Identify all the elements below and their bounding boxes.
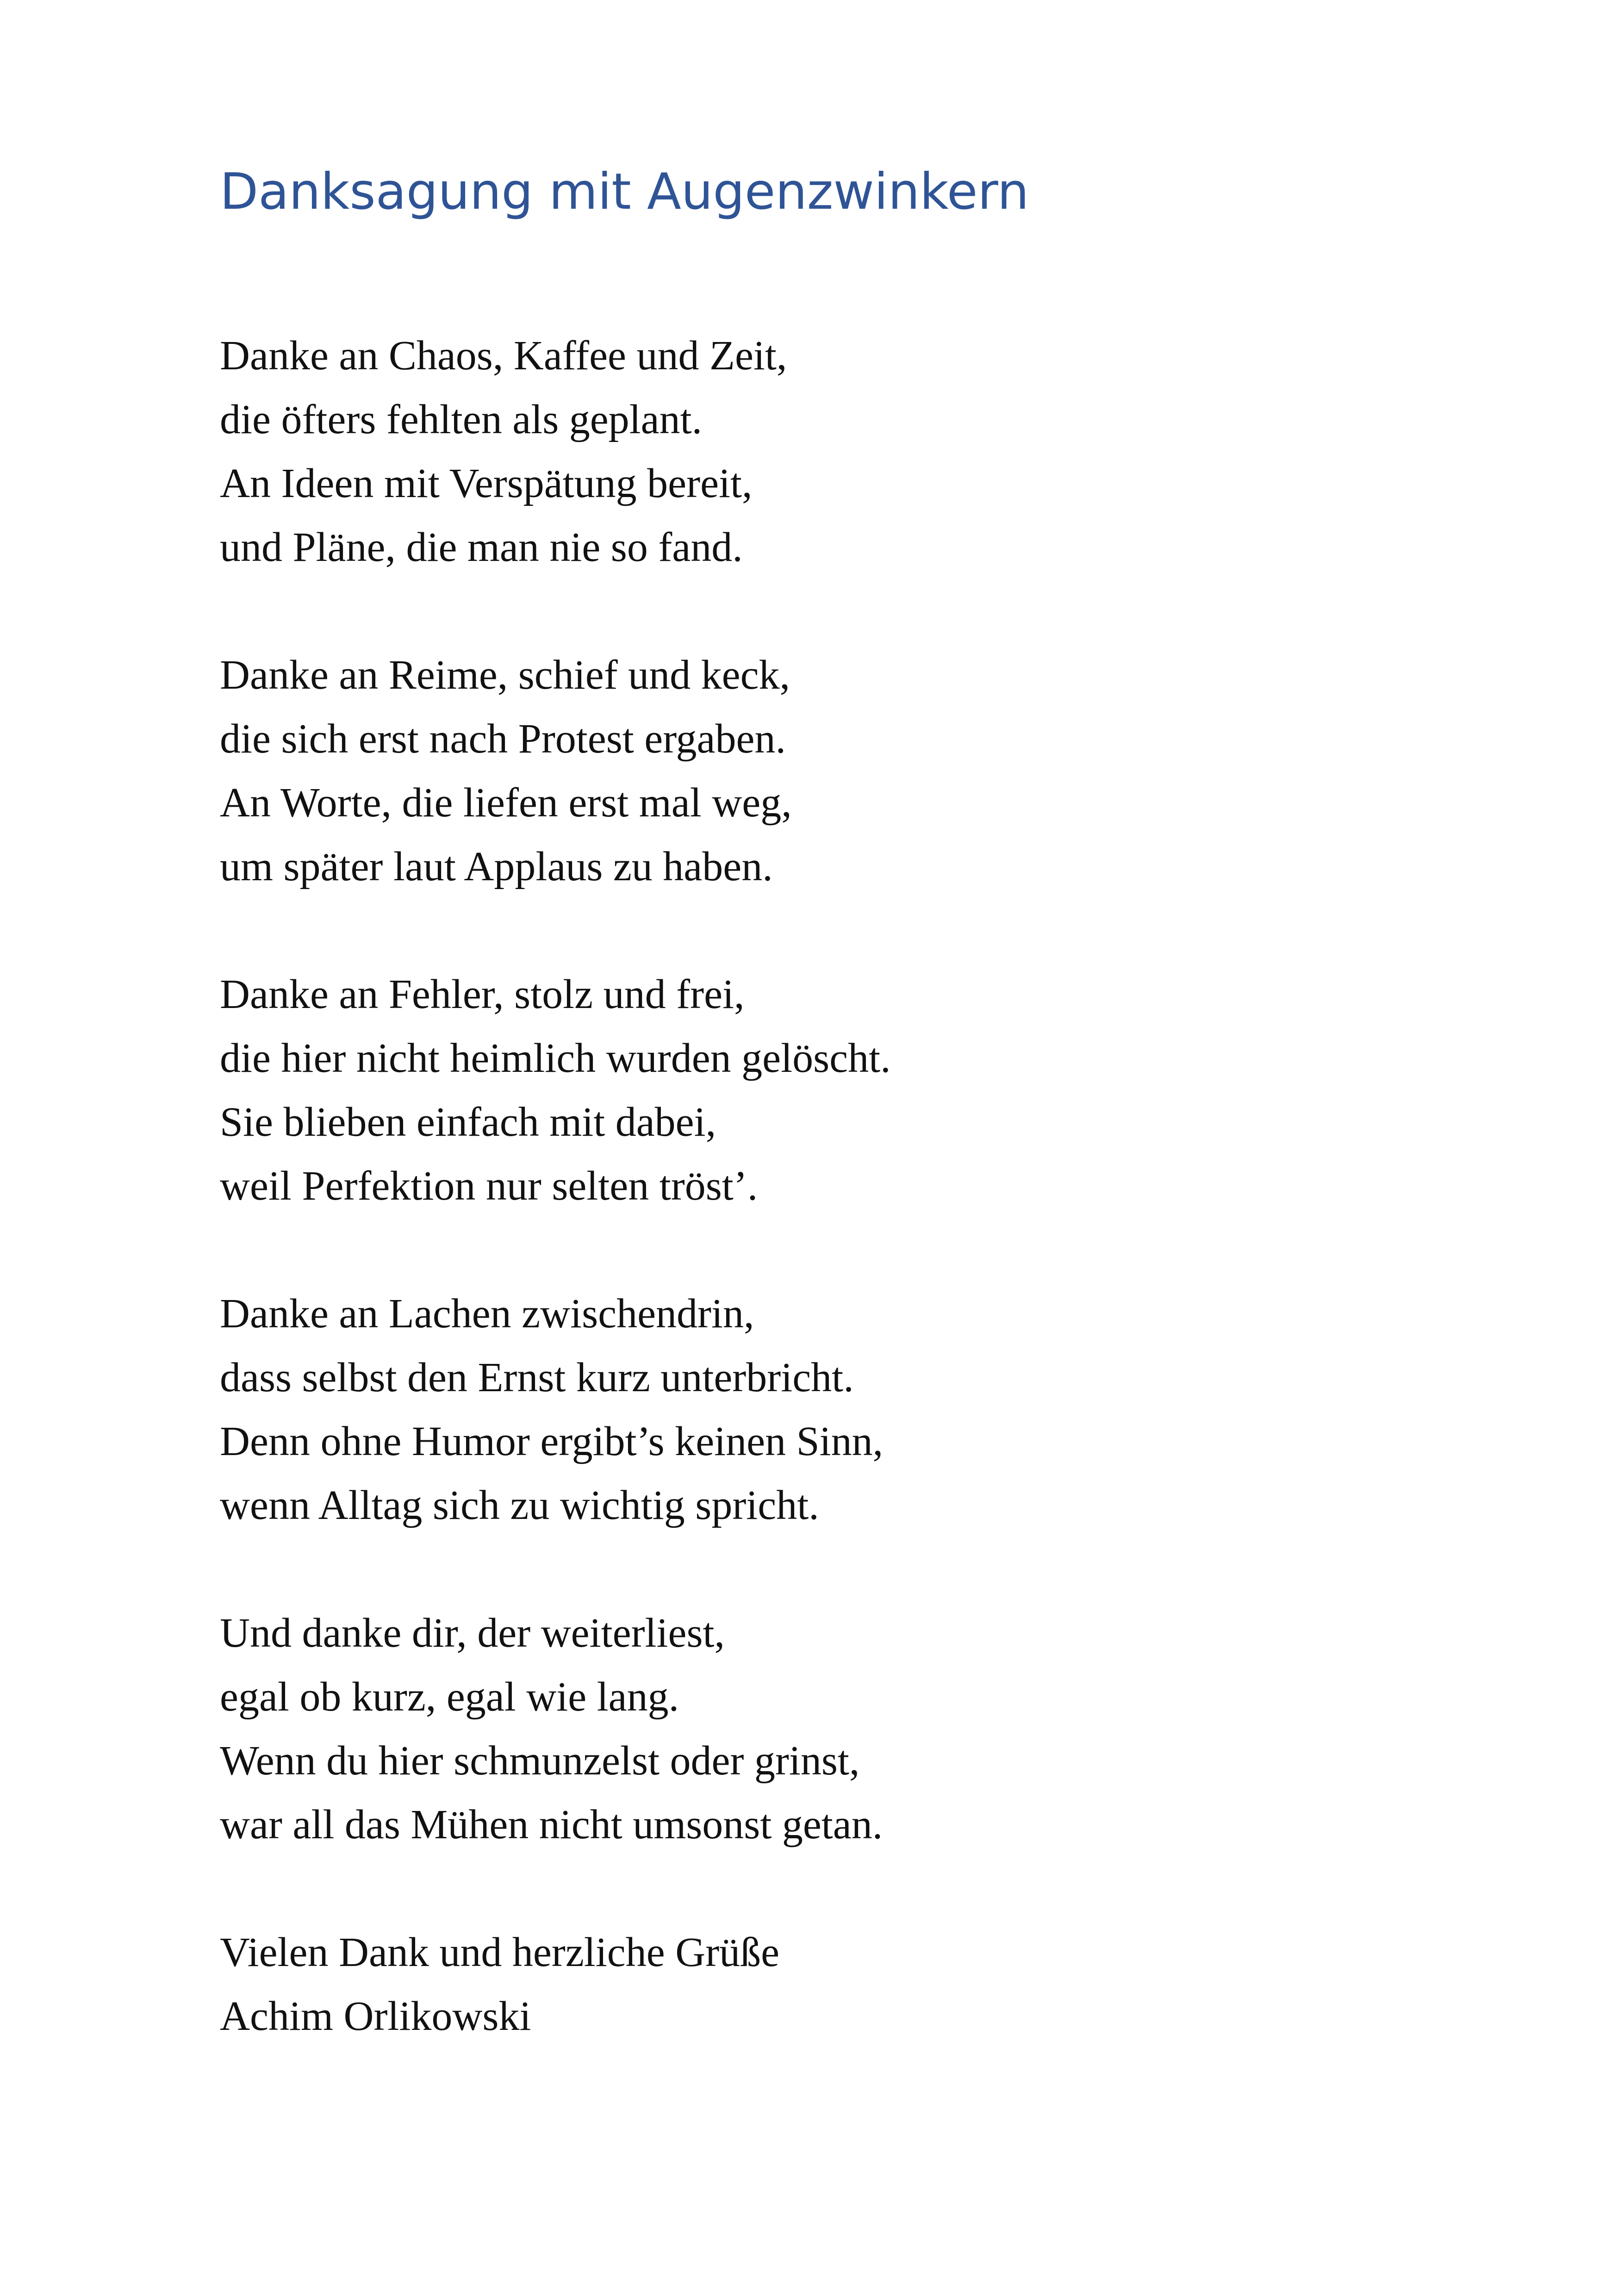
poem-line: um später laut Applaus zu haben. bbox=[220, 844, 773, 890]
poem-line: die hier nicht heimlich wurden gelöscht. bbox=[220, 1035, 891, 1081]
poem-line: dass selbst den Ernst kurz unterbricht. bbox=[220, 1355, 854, 1400]
poem-line: egal ob kurz, egal wie lang. bbox=[220, 1674, 679, 1720]
poem-body bbox=[220, 324, 1423, 2048]
stanza-4 bbox=[220, 1282, 1423, 1537]
poem-line: Denn ohne Humor ergibt’s keinen Sinn, bbox=[220, 1419, 884, 1464]
poem-line: Sie blieben einfach mit dabei, bbox=[220, 1099, 716, 1145]
poem-line: An Ideen mit Verspätung bereit, bbox=[220, 460, 753, 506]
poem-line: die sich erst nach Protest ergaben. bbox=[220, 716, 786, 762]
poem-line: Und danke dir, der weiterliest, bbox=[220, 1610, 725, 1656]
stanza-3 bbox=[220, 963, 1423, 1218]
poem-line: weil Perfektion nur selten tröst’. bbox=[220, 1163, 758, 1209]
stanza-1 bbox=[220, 324, 1423, 579]
closing-signature bbox=[220, 1921, 1423, 2048]
poem-line: Danke an Fehler, stolz und frei, bbox=[220, 971, 745, 1017]
poem-line: Danke an Chaos, Kaffee und Zeit, bbox=[220, 333, 787, 379]
stanza-2 bbox=[220, 643, 1423, 899]
page-title: Danksagung mit Augenzwinkern bbox=[220, 163, 1029, 221]
poem-line: die öfters fehlten als geplant. bbox=[220, 397, 703, 442]
poem-line: Danke an Reime, schief und keck, bbox=[220, 652, 790, 698]
author-name: Achim Orlikowski bbox=[220, 1993, 531, 2039]
closing-greeting: Vielen Dank und herzliche Grüße bbox=[220, 1929, 780, 1975]
poem-line: Wenn du hier schmunzelst oder grinst, bbox=[220, 1738, 860, 1784]
poem-line: war all das Mühen nicht umsonst getan. bbox=[220, 1802, 883, 1848]
poem-line: An Worte, die liefen erst mal weg, bbox=[220, 780, 792, 826]
poem-line: und Pläne, die man nie so fand. bbox=[220, 524, 743, 570]
poem-line: wenn Alltag sich zu wichtig spricht. bbox=[220, 1482, 819, 1528]
poem-line: Danke an Lachen zwischendrin, bbox=[220, 1291, 754, 1337]
stanza-5 bbox=[220, 1601, 1423, 1857]
